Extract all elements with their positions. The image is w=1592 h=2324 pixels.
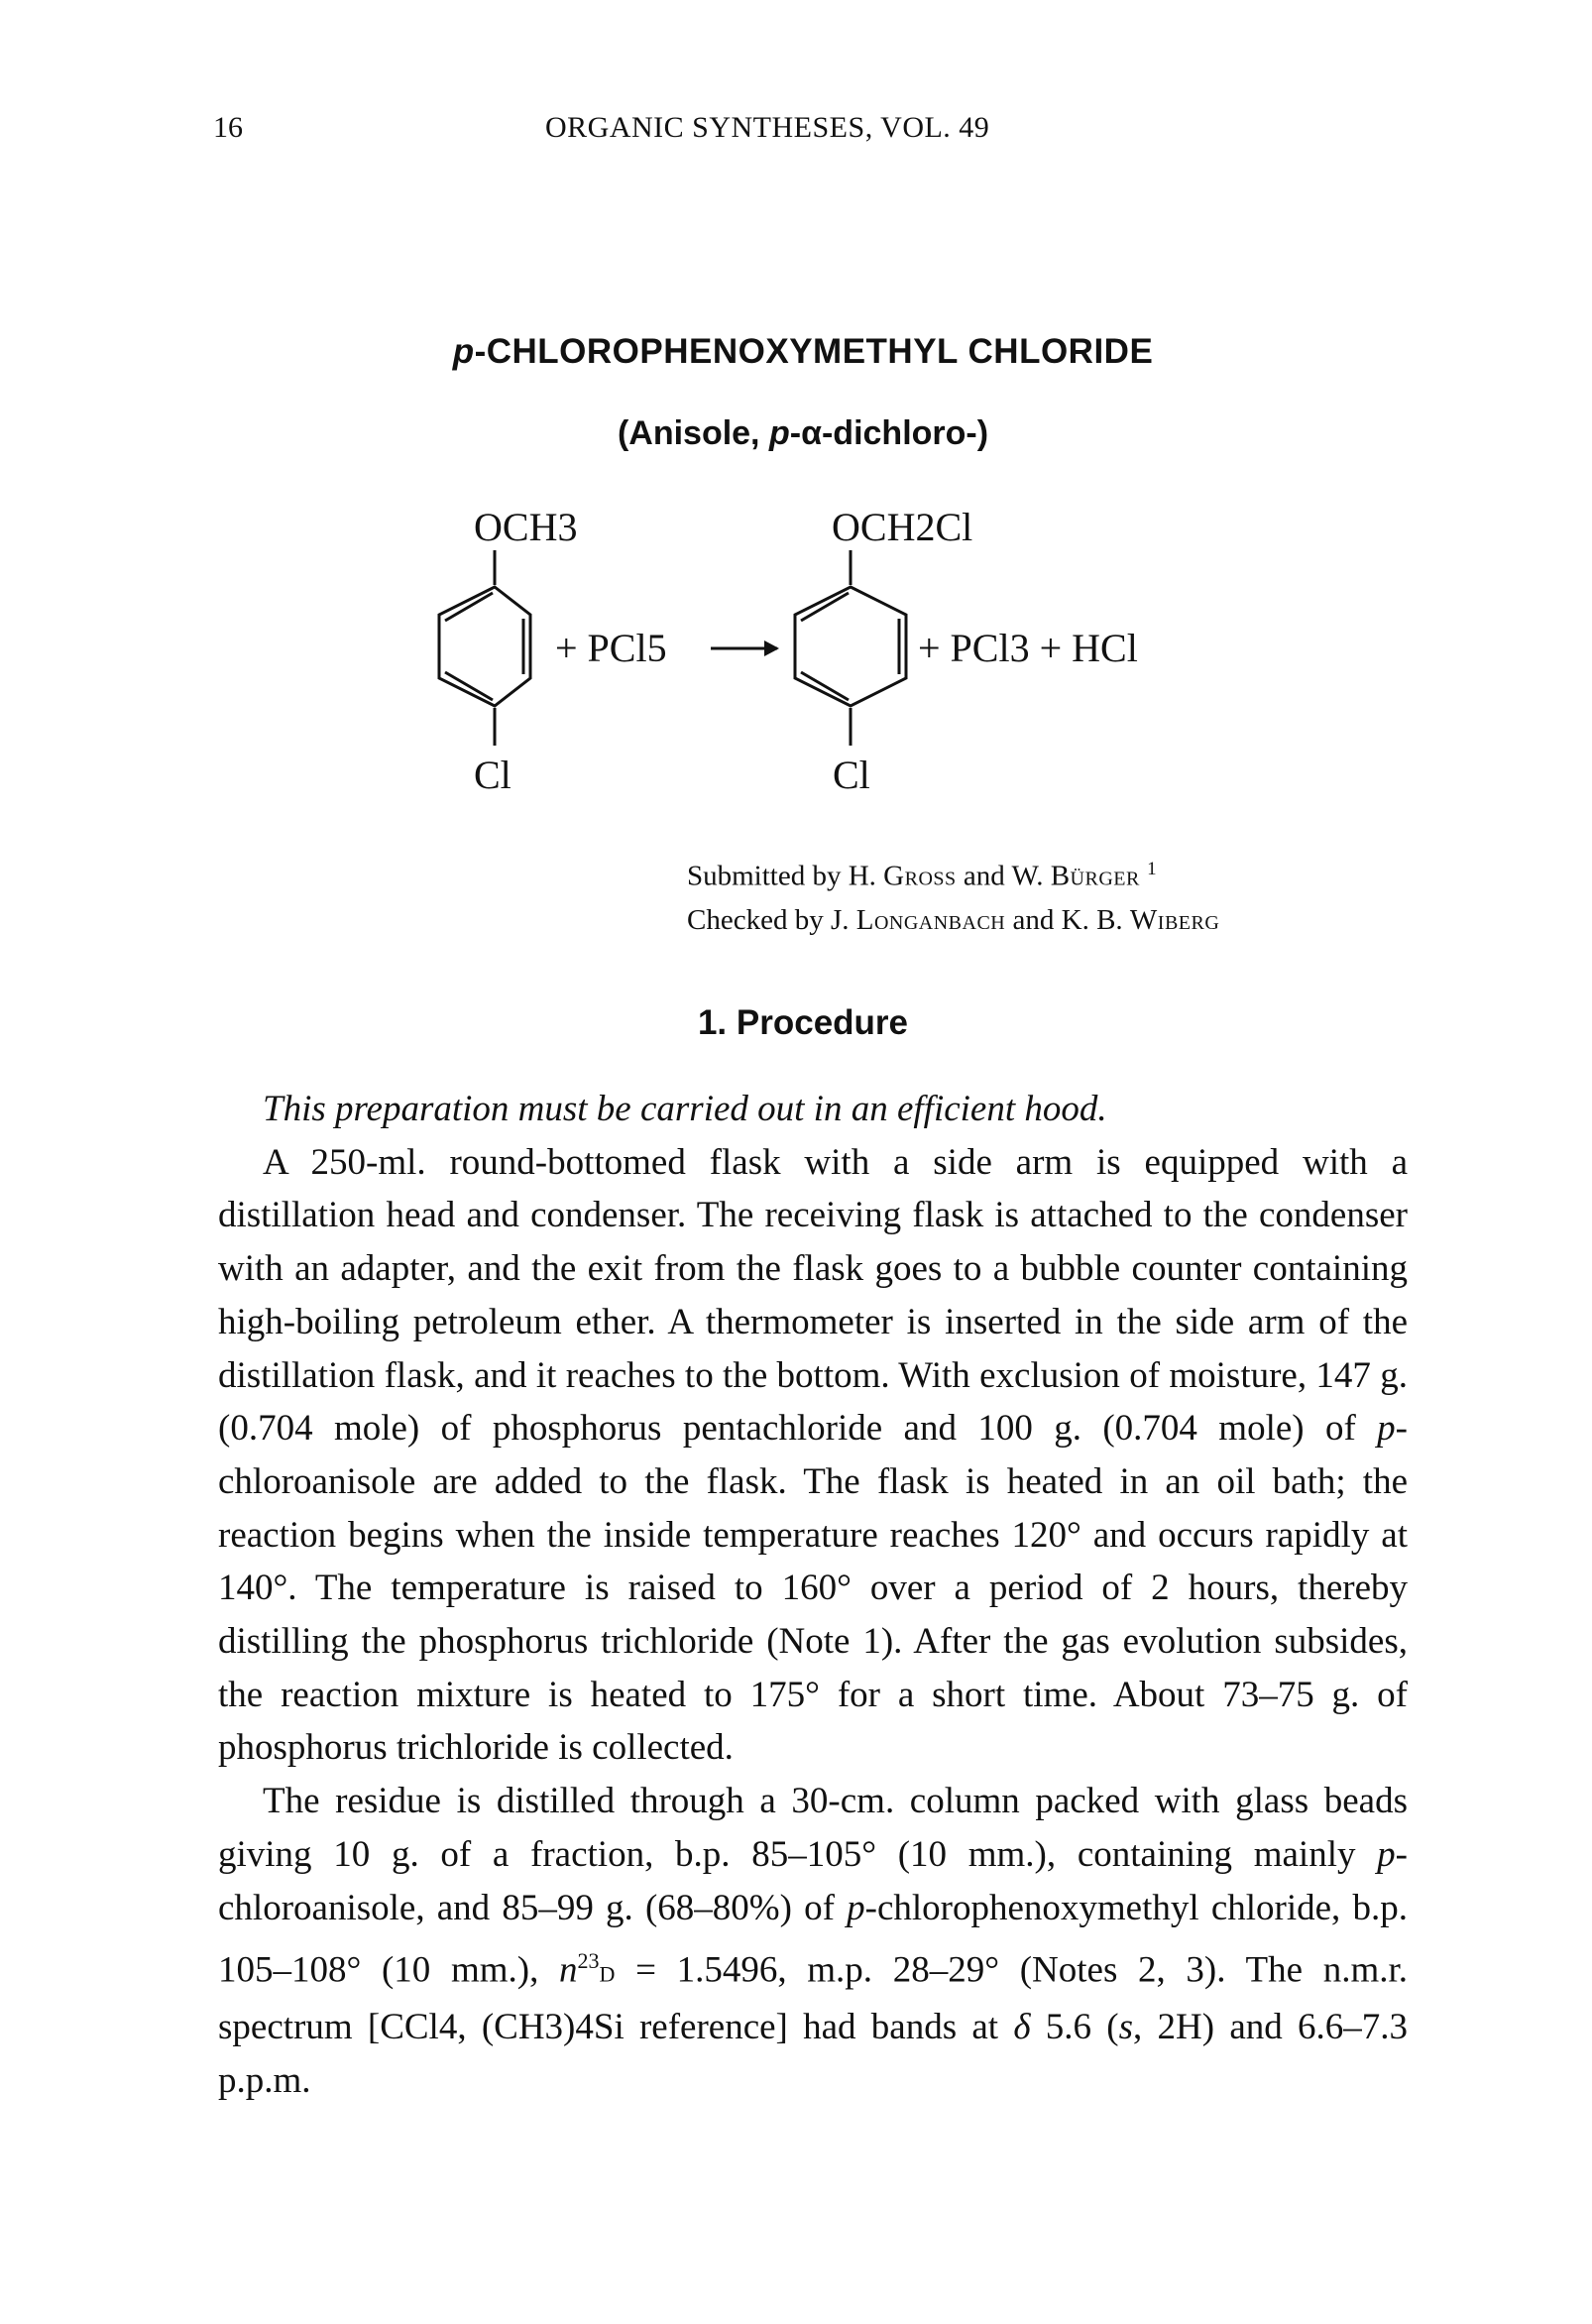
checked-and: and K. B.: [1005, 903, 1130, 936]
submitted-prefix: Submitted by H.: [687, 860, 884, 892]
reagent-label: + PCl5: [555, 626, 667, 670]
singlet-mark: s: [1118, 2007, 1134, 2048]
reaction-arrow: [711, 640, 779, 656]
refractive-index-temp: 23: [577, 1948, 600, 1974]
delta-symbol: δ: [1013, 2007, 1031, 2048]
refractive-index-symbol: n: [559, 1949, 578, 1991]
checked-line: [687, 898, 1219, 942]
product-benzene-ring: [795, 587, 906, 706]
p1-text-b: -chloroanisole are added to the flask. The flask is heated in an oil bath; the reaction begins when the inside temperature reaches 120° and occurs rapidly at 140°. The temperature is raised to 160° over a period of 2 hours, thereby distilling the phosphorus trichloride (Note 1). After the gas evolution subsides, the reaction mixture is heated to 175° for a short time. About 73–75 g. of phosphorus trichloride is collected.: [218, 1408, 1408, 1769]
caution-paragraph: This preparation must be carried out in an efficient hood.: [263, 1089, 1107, 1129]
submitter-2: Bürger: [1050, 860, 1140, 892]
byproducts-label: + PCl3 + HCl: [918, 626, 1138, 670]
p1-para: p: [1377, 1408, 1396, 1450]
product-top-group: OCH2Cl: [832, 505, 973, 549]
refractive-index-line: D: [599, 1961, 616, 1987]
p2-para-1: p: [1377, 1833, 1396, 1875]
procedure-paragraph-1: [218, 1136, 1408, 1775]
section-heading: 1. Procedure: [697, 1003, 909, 1042]
submitted-line: [687, 848, 1219, 898]
p2-text-d: = 1.5496, m.p. 28–29° (Notes 2, 3). The n.m.r. spectrum [CCl4, (CH3)4Si reference] had bands at: [218, 1949, 1409, 2048]
footnote-mark: 1: [1147, 859, 1157, 879]
compound-name: -CHLOROPHENOXYMETHYL CHLORIDE: [474, 332, 1154, 371]
procedure-paragraph-2: [218, 1775, 1408, 2108]
reactant-benzene-ring: [439, 587, 530, 706]
procedure-text: [218, 1083, 1408, 2108]
submitter-1: Gross: [883, 860, 957, 892]
index-name-rest: -α-dichloro-): [789, 414, 989, 452]
p2-text-a: The residue is distilled through a 30-cm. column packed with glass beads giving 10 g. of a fraction, b.p. 85–105° (10 mm.), containing mainly: [218, 1781, 1408, 1875]
p2-text-b: -chloroanisole, and 85–99 g. (68–80%) of: [218, 1833, 1408, 1928]
p2-text-f: , 2H) and 6.6–7.3 p.p.m.: [218, 2007, 1408, 2101]
index-name-para: p: [768, 414, 790, 452]
p2-text-e: 5.6 (: [1030, 2007, 1119, 2048]
p2-text-c: -chlorophenoxymethyl chloride, b.p. 105–108° (10 mm.),: [218, 1887, 1408, 1991]
checked-prefix: Checked by J.: [687, 903, 856, 936]
product-bottom-group: Cl: [833, 753, 870, 797]
reactant-top-group: OCH3: [474, 505, 578, 549]
credits: [687, 848, 1219, 942]
checker-2: Wiberg: [1129, 903, 1220, 936]
submitted-and: and W.: [956, 860, 1051, 892]
checker-1: Longanbach: [855, 903, 1006, 936]
para-prefix: p: [452, 332, 475, 371]
p1-text-a: A 250-ml. round-bottomed flask with a side arm is equipped with a distillation head and condenser. The receiving flask is attached to the condenser with an adapter, and the exit from the flask goes to a bubble counter containing high-boiling petroleum ether. A thermometer is inserted in the side arm of the distillation flask, and it reaches to the bottom. With exclusion of moisture, 147 g. (0.704 mole) of phosphorus pentachloride and 100 g. (0.704 mole) of: [218, 1141, 1408, 1450]
index-name-open: (Anisole,: [617, 414, 769, 452]
reactant-bottom-group: Cl: [474, 753, 512, 797]
running-title: ORGANIC SYNTHESES, VOL. 49: [545, 111, 990, 144]
page-number: 16: [213, 111, 243, 144]
p2-para-2: p: [847, 1887, 865, 1928]
reaction-scheme: [0, 0, 1592, 892]
